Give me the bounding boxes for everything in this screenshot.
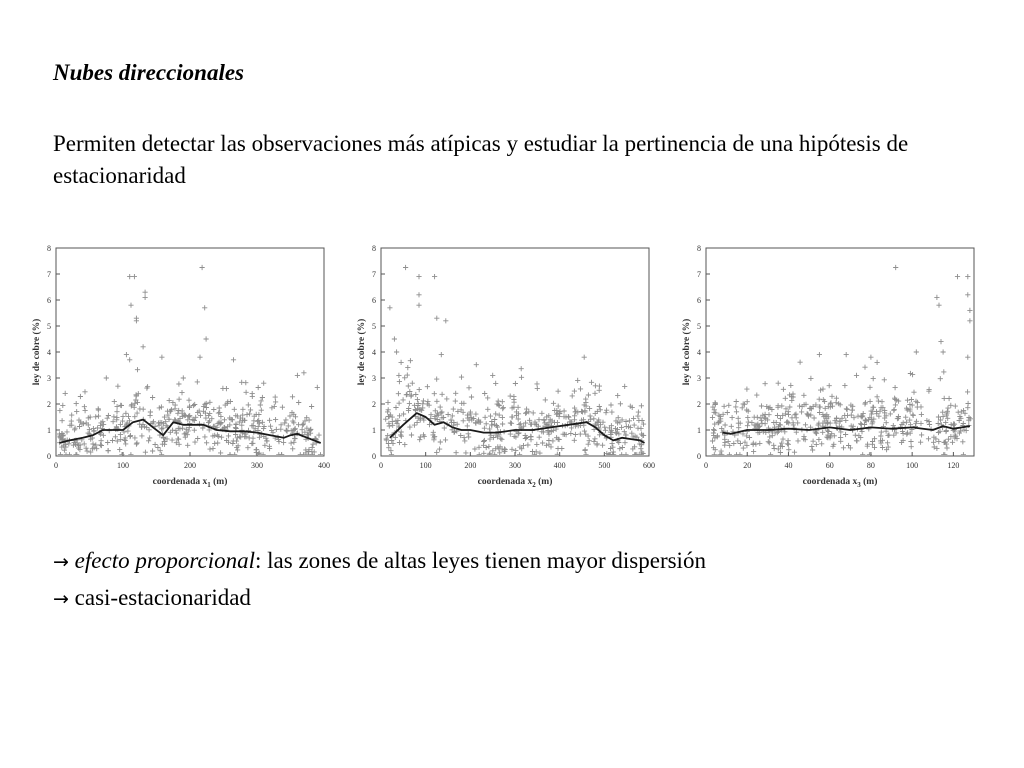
x-tick-label: 200 xyxy=(184,461,196,470)
x-tick-label: 100 xyxy=(117,461,129,470)
y-tick-label: 2 xyxy=(372,400,376,409)
y-tick-label: 7 xyxy=(372,270,376,279)
y-tick-label: 0 xyxy=(697,452,701,461)
bullet-item-proportional-effect xyxy=(53,543,706,580)
x-axis-label: coordenada $x_3$ (m) xyxy=(802,477,878,489)
y-tick-label: 8 xyxy=(372,244,376,253)
y-tick-label: 7 xyxy=(47,270,51,279)
x-tick-label: 40 xyxy=(784,461,793,470)
x-tick-label: 300 xyxy=(509,461,521,470)
x-tick-label: 400 xyxy=(553,461,566,470)
x-tick-label: 100 xyxy=(906,461,919,470)
y-axis-label: ley de cobre (%) xyxy=(682,318,692,386)
x-tick-label: 0 xyxy=(54,461,58,470)
y-tick-label: 4 xyxy=(697,348,701,357)
y-tick-label: 5 xyxy=(697,322,701,331)
y-tick-label: 3 xyxy=(697,374,701,383)
bullet-list xyxy=(53,543,706,617)
y-tick-label: 8 xyxy=(47,244,51,253)
x-axis-label: coordenada $x_1$ (m) xyxy=(152,477,228,489)
x-tick-label: 0 xyxy=(704,461,708,470)
y-tick-label: 5 xyxy=(372,322,376,331)
x-tick-label: 100 xyxy=(419,461,432,470)
x-tick-label: 20 xyxy=(743,461,752,470)
x-tick-label: 120 xyxy=(947,461,960,470)
bullet-text: : las zones de altas leyes tienen mayor dispersión xyxy=(255,548,706,573)
bullet-item-quasi-stationarity xyxy=(53,580,706,617)
x-tick-label: 500 xyxy=(598,461,611,470)
intro-paragraph: Permiten detectar las observaciones más atípicas y estudiar la pertinencia de una hipótesis de estacionaridad xyxy=(53,131,909,188)
y-tick-label: 7 xyxy=(697,270,701,279)
scatter-chart-x2 xyxy=(355,240,665,490)
bullet-emphasis: efecto proporcional xyxy=(74,548,256,573)
x-tick-label: 80 xyxy=(866,461,875,470)
x-tick-label: 200 xyxy=(464,461,477,470)
y-tick-label: 1 xyxy=(697,426,701,435)
y-tick-label: 4 xyxy=(47,348,51,357)
x-tick-label: 400 xyxy=(318,461,330,470)
y-tick-label: 2 xyxy=(697,400,701,409)
chart-svg xyxy=(30,240,340,490)
y-tick-label: 0 xyxy=(372,452,376,461)
bullet-text: casi-estacionaridad xyxy=(74,585,251,610)
y-tick-label: 0 xyxy=(47,452,51,461)
y-tick-label: 6 xyxy=(372,296,376,305)
y-axis-label: ley de cobre (%) xyxy=(32,318,42,386)
y-tick-label: 8 xyxy=(697,244,701,253)
chart-svg xyxy=(680,240,990,490)
y-tick-label: 6 xyxy=(697,296,701,305)
scatter-chart-x1 xyxy=(30,240,340,490)
y-tick-label: 1 xyxy=(47,426,51,435)
y-tick-label: 2 xyxy=(47,400,51,409)
right-arrow-icon: → xyxy=(53,551,69,573)
slide-title: Nubes direccionales xyxy=(53,60,245,85)
x-tick-label: 60 xyxy=(825,461,834,470)
y-tick-label: 3 xyxy=(47,374,51,383)
x-tick-label: 0 xyxy=(379,461,383,470)
x-tick-label: 300 xyxy=(251,461,263,470)
plot-area xyxy=(706,248,974,456)
y-tick-label: 3 xyxy=(372,374,376,383)
y-axis-label: ley de cobre (%) xyxy=(357,318,367,386)
chart-svg xyxy=(355,240,665,490)
scatter-chart-x3 xyxy=(680,240,990,490)
y-tick-label: 5 xyxy=(47,322,51,331)
x-tick-label: 600 xyxy=(643,461,655,470)
x-axis-label: coordenada $x_2$ (m) xyxy=(477,477,553,489)
y-tick-label: 6 xyxy=(47,296,51,305)
plot-area xyxy=(381,248,649,456)
y-tick-label: 1 xyxy=(372,426,376,435)
y-tick-label: 4 xyxy=(372,348,376,357)
right-arrow-icon: → xyxy=(53,588,69,610)
